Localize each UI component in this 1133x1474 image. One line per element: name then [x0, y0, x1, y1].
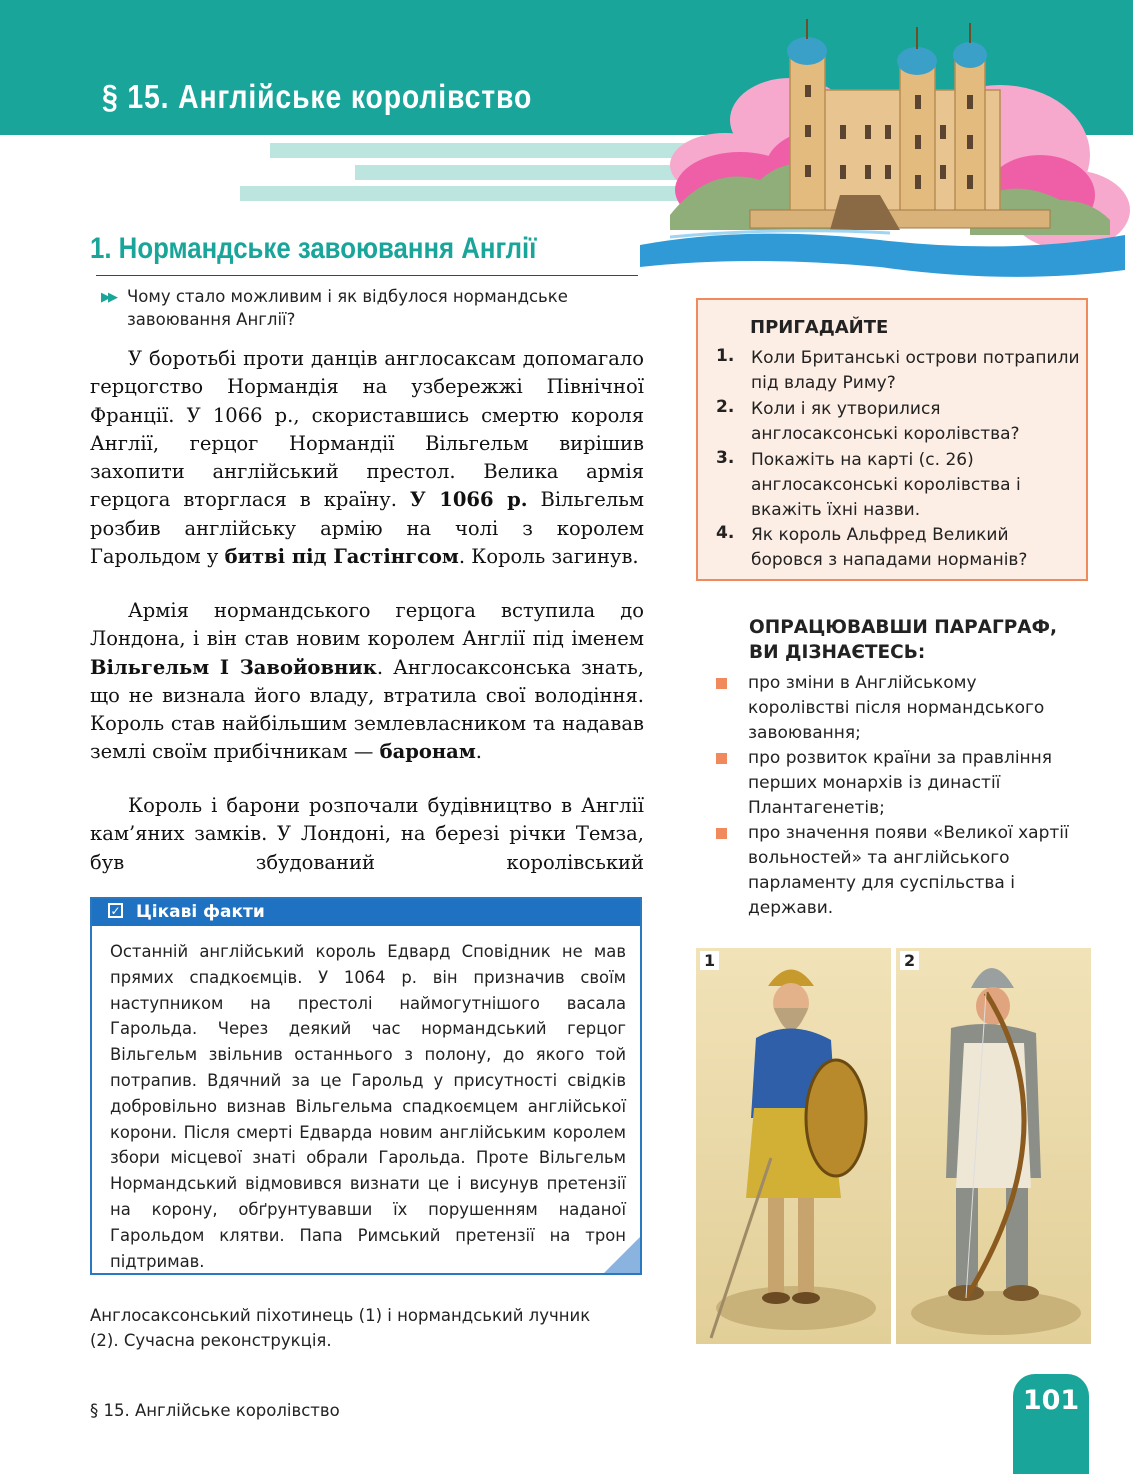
bold-term: Вільгельм I Завойовник: [90, 655, 377, 679]
outcome-item: про розвиток країни за правління перших монархів із династії Плантагенетів;: [748, 748, 1052, 818]
outcomes-title: ОПРАЦЮВАВШИ ПАРАГРАФ, ВИ ДІЗНАЄТЕСЬ:: [749, 617, 1057, 663]
text-run: Король і барони розпочали будівництво в Англії кам’яних замків. У Лондоні, на березі річки Темза, був збудований королівський: [90, 794, 644, 874]
bullet-square-icon: [716, 828, 727, 839]
bullet-square-icon: [716, 678, 727, 689]
figure-label: 2: [900, 951, 919, 970]
norman-archer-image: [896, 948, 1091, 1344]
bold-term: баронам: [379, 740, 476, 764]
double-arrow-icon: ▶▶: [101, 290, 115, 305]
bold-term: У 1066 р.: [409, 488, 528, 512]
remember-title: ПРИГАДАЙТЕ: [750, 317, 889, 338]
bullet-square-icon: [716, 753, 727, 764]
chapter-title: § 15. Англійське королівство: [102, 78, 533, 115]
remember-box: [696, 298, 1088, 581]
bold-term: битві під Гастінгсом: [224, 545, 459, 569]
page-corner-decor: [604, 1237, 640, 1273]
remember-item-text: Коли Британські острови потрапили під владу Риму?: [751, 348, 1080, 393]
interesting-facts-box: [90, 897, 642, 1275]
page-number: 101: [1022, 1385, 1080, 1416]
facts-title: Цікаві факти: [136, 902, 265, 922]
text-run: . Король загинув.: [458, 545, 639, 569]
remember-item-text: Покажіть на карті (с. 26) англосаксонські королівства і вкажіть їхні назви.: [751, 450, 1021, 520]
figure-warriors: [696, 948, 1088, 1344]
remember-item-text: Як король Альфред Великий боровся з нападами норманів?: [751, 525, 1028, 570]
remember-item-number: 3.: [716, 448, 735, 468]
section-divider: [96, 275, 638, 276]
remember-item-number: 1.: [716, 346, 735, 366]
text-run: .: [475, 740, 482, 764]
castle-illustration: [630, 5, 1130, 295]
figure-caption: Англосаксонський піхотинець (1) і нормандський лучник (2). Сучасна реконструкція.: [90, 1306, 591, 1350]
body-paragraph-2: [90, 597, 644, 767]
text-run: Вільгельм розбив англійську армію на чолі з королем Гарольдом у: [90, 488, 645, 569]
figure-panel-archer: [896, 948, 1091, 1344]
outcome-item: про значення появи «Великої хартії вольностей» та англійського парламенту для суспільства і держави.: [748, 823, 1069, 918]
checkbox-icon: ✓: [108, 903, 123, 918]
body-paragraph-1: [90, 345, 644, 571]
text-run: Армія нормандського герцога вступила до Лондона, і він став новим королем Англії під іменем: [90, 599, 644, 651]
facts-text: Останній англійський король Едвард Сповідник не мав прямих спадкоємців. У 1064 р. він призначив своїм наступником на престолі наймогутнішого васала Гарольда. Через деякий час нормандський герцог Вільгельм звільнив останнього з полону, до якого той потрапив. Вдячний за це Гарольд у присутності свідків добровільно визнав Вільгельма спадкоємцем англійської корони. Після смерті Едварда новим англійським королем збори місцевої знаті обрали Гарольда. Проте Вільгельм Нормандський відмовився визнати це і висунув претензії на корону, обґрунтувавши їх порушенням наданої Гарольдом клятви. Папа Римський претензії на трон підтримав.: [110, 942, 626, 1271]
remember-item-number: 2.: [716, 397, 735, 417]
key-question: Чому стало можливим і як відбулося нормандське завоювання Англії?: [127, 287, 568, 329]
text-run: У боротьбі проти данців англосаксам допомагало герцогство Нормандія на узбережжі Північної Франції. У 1066 р., скориставшись смертю короля Англії, герцог Нормандії Вільгельм вирішив захопити англійський престол. Велика армія герцога вторглася в країну.: [90, 347, 644, 512]
facts-header: [92, 899, 640, 926]
text-run: . Англосаксонська знать, що не визнала його владу, втратила свої володіння. Король став найбільшим землевласником та надавав землі своїм прибічникам —: [90, 655, 644, 764]
anglo-saxon-infantryman-image: [696, 948, 891, 1344]
remember-item-number: 4.: [716, 523, 735, 543]
figure-panel-infantryman: [696, 948, 891, 1344]
outcome-item: про зміни в Англійському королівстві після нормандського завоювання;: [748, 673, 1045, 743]
running-footer: § 15. Англійське королівство: [90, 1401, 340, 1420]
body-paragraph-3: [90, 792, 644, 877]
remember-item-text: Коли і як утворилися англосаксонські королівства?: [751, 399, 1020, 444]
figure-label: 1: [700, 951, 719, 970]
section-heading: 1. Нормандське завоювання Англії: [90, 232, 537, 265]
